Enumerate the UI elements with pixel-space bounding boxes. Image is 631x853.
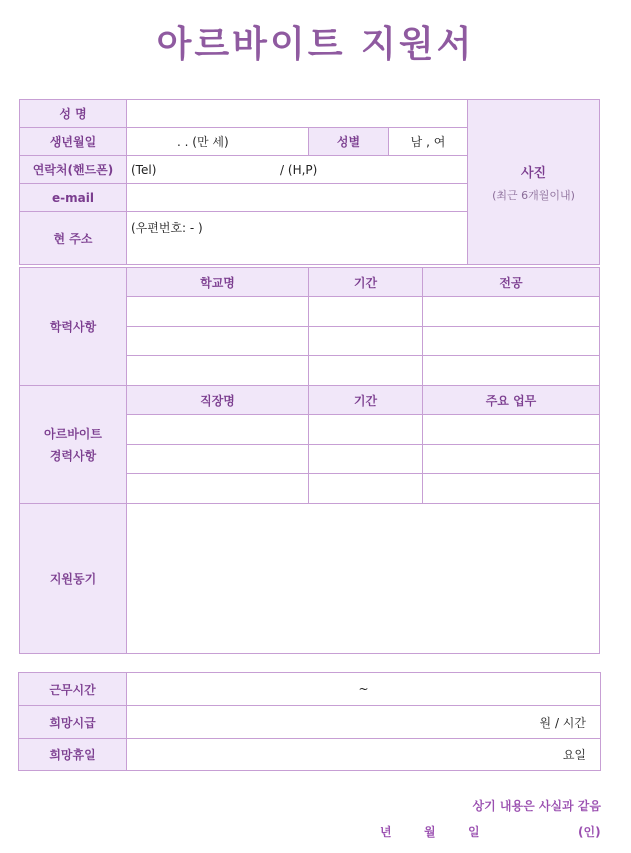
education-row-period[interactable]	[309, 327, 423, 356]
footer-year-label: 년	[380, 825, 392, 839]
birth-field[interactable]: . . (만 세)	[127, 128, 309, 156]
career-row-company[interactable]	[127, 415, 309, 445]
career-row-duty[interactable]	[423, 415, 600, 445]
career-label-line2: 경력사항	[49, 448, 97, 463]
career-row-period[interactable]	[309, 445, 423, 474]
contact-tel-label: (Tel)	[131, 162, 157, 177]
contact-hp-label: / (H,P)	[280, 162, 318, 177]
education-label: 학력사항	[20, 268, 127, 386]
education-row-school[interactable]	[127, 356, 309, 386]
motive-table	[19, 503, 600, 654]
motive-label: 지원동기	[20, 504, 127, 654]
career-row-period[interactable]	[309, 474, 423, 504]
address-field[interactable]: (우편번호: - )	[127, 212, 468, 265]
education-header-school: 학교명	[127, 268, 309, 297]
education-row-major[interactable]	[423, 297, 600, 327]
email-label: e-mail	[20, 184, 127, 212]
career-header-period: 기간	[309, 386, 423, 415]
education-table	[19, 267, 600, 386]
footer-confirmation-note: 상기 내용은 사실과 같음	[472, 799, 601, 813]
photo-subtitle: (최근 6개월이내)	[492, 188, 575, 202]
career-row-duty[interactable]	[423, 474, 600, 504]
career-label	[20, 386, 127, 504]
education-header-major: 전공	[423, 268, 600, 297]
wage-field[interactable]: 원 / 시간	[127, 706, 601, 739]
address-label: 현 주소	[20, 212, 127, 265]
wage-label: 희망시급	[19, 706, 127, 739]
hours-field[interactable]: ~	[127, 673, 601, 706]
career-row-company[interactable]	[127, 445, 309, 474]
main-form-table	[19, 99, 600, 265]
work-conditions-table	[18, 672, 601, 771]
career-label-line1: 아르바이트	[44, 426, 102, 441]
page-title: 아르바이트 지원서	[156, 24, 475, 65]
education-row-major[interactable]	[423, 327, 600, 356]
education-header-period: 기간	[309, 268, 423, 297]
contact-label: 연락처(핸드폰)	[20, 156, 127, 184]
education-row-period[interactable]	[309, 356, 423, 386]
career-header-duty: 주요 업무	[423, 386, 600, 415]
motive-field[interactable]	[127, 504, 600, 654]
footer-seal-label: (인)	[578, 825, 601, 839]
career-header-company: 직장명	[127, 386, 309, 415]
gender-field[interactable]: 남 , 여	[389, 128, 468, 156]
footer-day-label: 일	[468, 825, 480, 839]
contact-field[interactable]	[127, 156, 468, 184]
hours-label: 근무시간	[19, 673, 127, 706]
photo-title: 사진	[520, 165, 547, 181]
gender-label: 성별	[309, 128, 389, 156]
name-label: 성 명	[20, 100, 127, 128]
career-row-company[interactable]	[127, 474, 309, 504]
education-row-school[interactable]	[127, 327, 309, 356]
birth-label: 생년월일	[20, 128, 127, 156]
education-row-major[interactable]	[423, 356, 600, 386]
career-row-duty[interactable]	[423, 445, 600, 474]
photo-area[interactable]	[468, 100, 600, 265]
dayoff-field[interactable]: 요일	[127, 739, 601, 771]
name-field[interactable]	[127, 100, 468, 128]
career-table	[19, 385, 600, 504]
footer-month-label: 월	[424, 825, 436, 839]
education-row-school[interactable]	[127, 297, 309, 327]
email-field[interactable]	[127, 184, 468, 212]
education-row-period[interactable]	[309, 297, 423, 327]
career-row-period[interactable]	[309, 415, 423, 445]
dayoff-label: 희망휴일	[19, 739, 127, 771]
